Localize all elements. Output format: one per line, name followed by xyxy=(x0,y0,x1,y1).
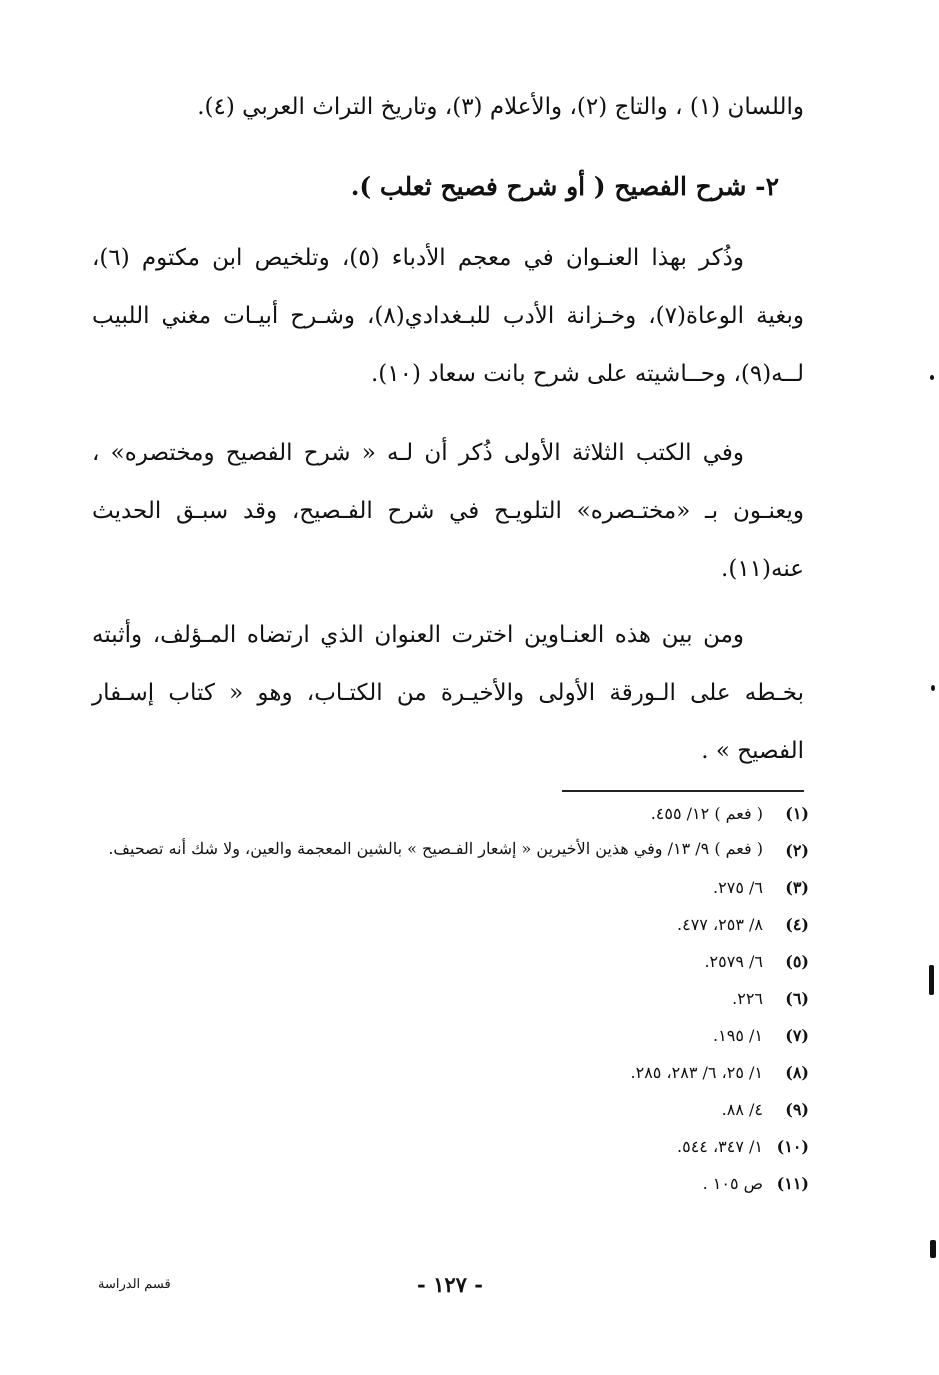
footnote-number: (١١) xyxy=(776,1174,809,1193)
scan-speck xyxy=(930,375,934,380)
footnote-item xyxy=(92,1017,809,1054)
footnote-text: ٤/ ٨٨. xyxy=(721,1100,763,1119)
footnote-text: ٢٢٦. xyxy=(732,989,763,1008)
footnote-number: (٩) xyxy=(785,1100,809,1119)
footnote-item xyxy=(92,1128,809,1165)
footnotes-list xyxy=(92,795,809,1202)
intro-line: واللسان (١) ، والتاج (٢)، والأعلام (٣)، وتاريخ التراث العربي (٤). xyxy=(197,94,804,120)
page-number: - ١٢٧ - xyxy=(417,1272,483,1297)
footnote-text: ( فعم ) ٩/ ١٣/ وفي هذين الأخيرين « إشعار الفـصيح » بالشين المعجمة والعين، ولا شك أنه تصحيف. xyxy=(108,839,763,858)
footnote-number: (٣) xyxy=(785,878,809,897)
footnote-number: (٦) xyxy=(785,989,809,1008)
footnote-number: (٧) xyxy=(785,1026,809,1045)
footnote-item xyxy=(92,980,809,1017)
footnote-text: ٦/ ٢٧٥. xyxy=(713,878,763,897)
scan-speck xyxy=(931,685,935,691)
footnote-number: (٥) xyxy=(785,952,809,971)
footnote-number: (٨) xyxy=(785,1063,809,1082)
footnote-item xyxy=(92,1054,809,1091)
footnote-item xyxy=(92,832,809,869)
footnote-number: (١) xyxy=(785,804,809,823)
footnote-number: (٤) xyxy=(785,915,809,934)
footnote-text: ص ١٠٥ . xyxy=(702,1174,763,1193)
footnote-text: ١/ ٢٥، ٦/ ٢٨٣، ٢٨٥. xyxy=(630,1063,763,1082)
footnote-number: (١٠) xyxy=(776,1137,809,1156)
footnote-item xyxy=(92,869,809,906)
footnote-text: ١/ ٣٤٧، ٥٤٤. xyxy=(677,1137,763,1156)
footnote-text: ١/ ١٩٥. xyxy=(713,1026,763,1045)
footnote-item xyxy=(92,1091,809,1128)
paragraph-chosen-title: ومن بين هذه العنـاوين اخترت العنوان الذي ارتضاه المـؤلف، وأثبته بخـطه على الـورقة الأولى والأخيـرة من الكتـاب، وهو « كتاب إسـفار الفصيح » . xyxy=(92,622,804,764)
footnote-item xyxy=(92,943,809,980)
footnote-item xyxy=(92,906,809,943)
footnote-text: ( فعم ) ١٢/ ٤٥٥. xyxy=(650,804,763,823)
paragraph-first-three-books: وفي الكتب الثلاثة الأولى ذُكر أن لـه « شرح الفصيح ومختصره» ، ويعنـون بـ «مختـصره» التلويـح في شرح الفـصيح، وقد سبـق الحديث عنه(١١). xyxy=(92,440,804,582)
scan-speck xyxy=(930,1240,936,1258)
section-label: قسم الدراسة xyxy=(98,1277,171,1292)
footnote-text: ٦/ ٢٥٧٩. xyxy=(704,952,763,971)
footnote-separator xyxy=(562,790,804,792)
scan-speck xyxy=(929,965,934,995)
footnote-item xyxy=(92,1165,809,1202)
paragraph-mentions: وذُكر بهذا العنـوان في معجم الأدباء (٥)، وتلخيص ابن مكتوم (٦)، وبغية الوعاة(٧)، وخـزانة الأدب للبـغدادي(٨)، وشـرح أبيـات مغني اللبيب لــه(٩)، وحــاشيته على شرح بانت سعاد (١٠). xyxy=(92,245,804,387)
footnote-number: (٢) xyxy=(785,841,809,860)
footnote-text: ٨/ ٢٥٣، ٤٧٧. xyxy=(677,915,763,934)
footnote-item xyxy=(92,795,809,832)
section-heading: ٢- شرح الفصيح ( أو شرح فصيح ثعلب ). xyxy=(350,172,779,201)
